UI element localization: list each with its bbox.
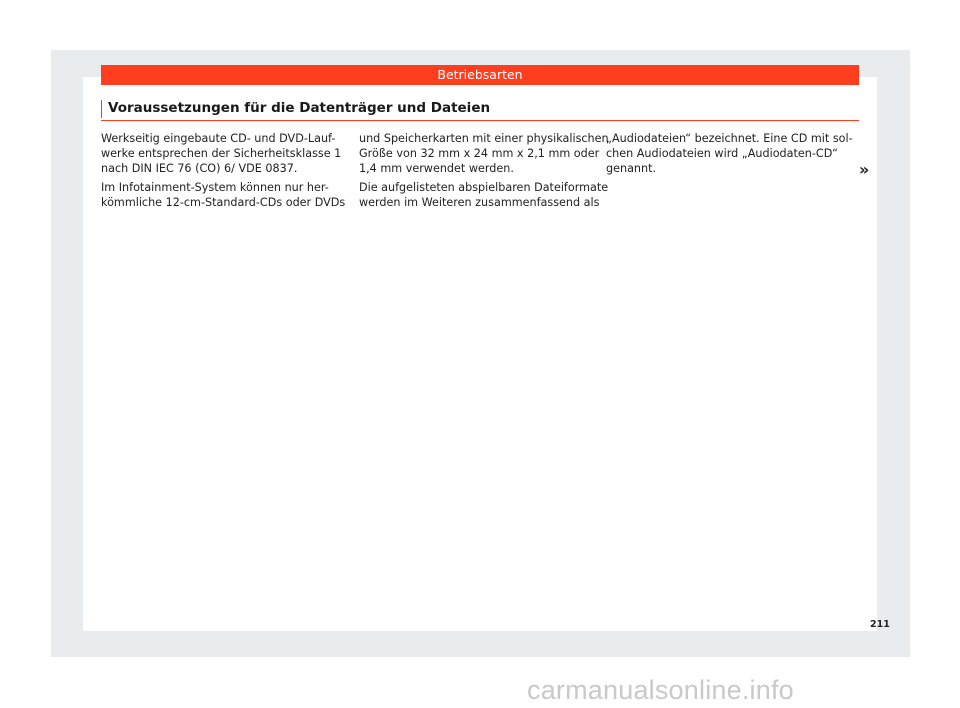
text-line: Größe von 32 mm x 24 mm x 2,1 mm oder bbox=[359, 147, 600, 160]
heading-accent-bar bbox=[101, 100, 102, 118]
section-title: Voraussetzungen für die Datenträger und Dateien bbox=[108, 100, 491, 116]
paragraph bbox=[101, 180, 351, 210]
text-line: 1,4 mm verwendet werden. bbox=[359, 162, 514, 175]
text-line: „Audiodateien“ bezeichnet. Eine CD mit sol- bbox=[606, 132, 853, 145]
paragraph bbox=[359, 180, 609, 210]
text-line: nach DIN IEC 76 (CO) 6/ VDE 0837. bbox=[101, 162, 298, 175]
text-line: Im Infotainment-System können nur her- bbox=[101, 181, 329, 194]
chapter-banner: Betriebsarten bbox=[101, 65, 859, 85]
text-column-1 bbox=[101, 131, 351, 214]
paragraph bbox=[359, 131, 609, 176]
text-line: Werkseitig eingebaute CD- und DVD-Lauf- bbox=[101, 132, 336, 145]
text-line: chen Audiodateien wird „Audiodaten-CD“ bbox=[606, 147, 838, 160]
section-heading bbox=[101, 97, 859, 121]
text-line: kömmliche 12-cm-Standard-CDs oder DVDs bbox=[101, 196, 346, 209]
text-line: Die aufgelisteten abspielbaren Dateiformate bbox=[359, 181, 609, 194]
text-line: und Speicherkarten mit einer physikalischen bbox=[359, 132, 609, 145]
text-line: werke entsprechen der Sicherheitsklasse 1 bbox=[101, 147, 342, 160]
text-line: werden im Weiteren zusammenfassend als bbox=[359, 196, 600, 209]
text-column-3 bbox=[606, 131, 856, 180]
paragraph bbox=[606, 131, 856, 176]
page-number: 211 bbox=[870, 619, 890, 630]
text-line: genannt. bbox=[606, 162, 657, 175]
continued-arrow-icon: » bbox=[859, 160, 870, 179]
text-column-2 bbox=[359, 131, 609, 214]
paragraph bbox=[101, 131, 351, 176]
watermark-text: carmanualsonline.info bbox=[527, 675, 794, 705]
